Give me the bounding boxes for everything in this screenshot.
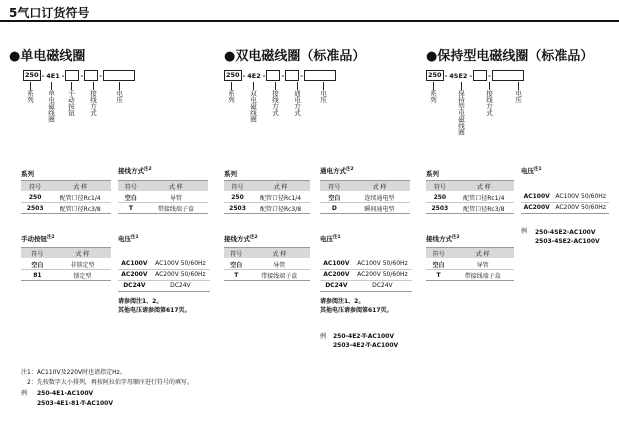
wiring-table: 符号 式 样 空白 导管 T 带接线端子盒 bbox=[118, 180, 208, 214]
code-prefix-box: 250 bbox=[226, 71, 240, 79]
leader-line bbox=[297, 82, 298, 90]
voltage-table: AC100V AC100V 50/60Hz AC200V AC200V 50/60Hz bbox=[521, 191, 609, 214]
vlabel: 单电磁线圈 bbox=[47, 90, 55, 123]
leader-line bbox=[51, 82, 52, 90]
vlabel: 接线方式 bbox=[485, 90, 493, 116]
code-empty-box bbox=[473, 70, 487, 81]
code-single: 250 - 4E1 - - - bbox=[23, 70, 135, 81]
note-line: 请参阅注1、2。 bbox=[320, 298, 365, 305]
table-title: 接线方式$^{注2}$ bbox=[426, 235, 460, 243]
example-label: 例 bbox=[521, 228, 528, 235]
vlabel: 接线方式 bbox=[89, 90, 97, 116]
series-table: 符号 式 样 250 配管口径Rc1/4 2503 配管口径Rc3/8 bbox=[224, 180, 310, 214]
code-model: 4E1 bbox=[46, 71, 60, 80]
code-model: 4E2 bbox=[247, 71, 261, 80]
note-line: 其他电压请参阅第617页。 bbox=[320, 307, 393, 314]
vlabel: 双电磁线圈 bbox=[249, 90, 257, 123]
leader-line bbox=[119, 82, 120, 90]
footer-note-1: 注1：AC110V及220V时也请指定Hz。 bbox=[21, 369, 126, 376]
note-line: 其他电压请参阅第617页。 bbox=[118, 307, 191, 314]
leader-line bbox=[30, 82, 31, 90]
table-title: 接线方式$^{注2}$ bbox=[224, 235, 258, 243]
table-title: 系列 bbox=[426, 170, 439, 178]
wiring-table: 符号 式 样 空白 导管 T 带接线端子盒 bbox=[426, 247, 514, 281]
code-empty-box bbox=[304, 70, 336, 81]
panel-double-title: ●双电磁线圈（标准品） bbox=[224, 49, 366, 64]
code-latching: 250 - 4SE2 - - bbox=[426, 70, 524, 81]
vlabel: 系列 bbox=[429, 90, 437, 103]
code-empty-box bbox=[285, 70, 299, 81]
leader-line bbox=[275, 82, 276, 90]
panel-single-title: ●单电磁线圈 bbox=[9, 49, 86, 64]
example-code: 250-4SE2-AC100V bbox=[535, 229, 596, 236]
note-line: 请参阅注1、2。 bbox=[118, 298, 163, 305]
example-label: 例 bbox=[320, 333, 327, 340]
panel-latching-title: ●保持型电磁线圈（标准品） bbox=[426, 49, 594, 64]
energize-table: 符号 式 样 空白 连续通电型 D 瞬间通电型 bbox=[320, 180, 410, 214]
section-title: 5气口订货符号 bbox=[9, 6, 90, 20]
wiring-table: 符号 式 样 空白 导管 T 带接线端子盒 bbox=[224, 247, 310, 281]
table-title: 系列 bbox=[21, 170, 34, 178]
leader-line bbox=[461, 82, 462, 90]
code-empty-box bbox=[266, 70, 280, 81]
example-code: 2503-4SE2-AC100V bbox=[535, 238, 600, 245]
example-code: 250-4E1-AC100V bbox=[37, 390, 94, 397]
leader-line bbox=[489, 82, 490, 90]
manual-button-table: 符号 式 样 空白 非锁定型 81 锁定型 bbox=[21, 247, 111, 281]
table-title: 电压$^{注1}$ bbox=[320, 235, 341, 243]
series-table: 符号 式 样 250 配管口径Rc1/4 2503 配管口径Rc3/8 bbox=[21, 180, 111, 214]
table-title: 通电方式$^{注2}$ bbox=[320, 167, 354, 175]
leader-line bbox=[323, 82, 324, 90]
table-title: 手动按钮$^{注2}$ bbox=[21, 235, 55, 243]
voltage-table: AC100V AC100V 50/60Hz AC200V AC200V 50/60Hz DC24V DC24V bbox=[118, 258, 210, 292]
code-empty-box bbox=[492, 70, 524, 81]
leader-line bbox=[71, 82, 72, 90]
header-rule bbox=[0, 20, 619, 22]
code-empty-box bbox=[84, 70, 98, 81]
code-empty-box bbox=[103, 70, 135, 81]
code-prefix-box: 250 bbox=[25, 71, 39, 79]
code-double: 250 - 4E2 - - - bbox=[224, 70, 336, 81]
leader-line bbox=[253, 82, 254, 90]
leader-line bbox=[433, 82, 434, 90]
vlabel: 接线方式 bbox=[271, 90, 279, 116]
vlabel: 保持型电磁线圈 bbox=[457, 90, 465, 136]
example-code: 2503-4E1-81-T-AC100V bbox=[37, 400, 114, 407]
code-model: 4SE2 bbox=[449, 71, 468, 80]
voltage-table: AC100V AC100V 50/60Hz AC200V AC200V 50/60Hz DC24V DC24V bbox=[320, 258, 412, 292]
table-title: 电压$^{注1}$ bbox=[521, 167, 542, 175]
footer-note-2: 2：先按数字大小排列，再按阿拉伯字母顺序进行符号的填写。 bbox=[27, 379, 193, 386]
code-prefix-box: 250 bbox=[428, 71, 442, 79]
vlabel: 通电方式 bbox=[293, 90, 301, 116]
vlabel: 电压 bbox=[319, 90, 327, 103]
vlabel: 系列 bbox=[26, 90, 34, 103]
example-label: 例 bbox=[21, 390, 28, 397]
example-code: 2503-4E2-T-AC100V bbox=[333, 342, 399, 349]
table-title: 电压$^{注1}$ bbox=[118, 235, 139, 243]
leader-line bbox=[518, 82, 519, 90]
vlabel: 电压 bbox=[514, 90, 522, 103]
vlabel: 系列 bbox=[227, 90, 235, 103]
vlabel: 电压 bbox=[115, 90, 123, 103]
vlabel: 手动按钮 bbox=[67, 90, 75, 116]
leader-line bbox=[231, 82, 232, 90]
series-table: 符号 式 样 250 配管口径Rc1/4 2503 配管口径Rc3/8 bbox=[426, 180, 514, 214]
table-title: 系列 bbox=[224, 170, 237, 178]
table-title: 接线方式$^{注2}$ bbox=[118, 167, 152, 175]
example-code: 250-4E2-T-AC100V bbox=[333, 333, 394, 340]
code-empty-box bbox=[65, 70, 79, 81]
leader-line bbox=[93, 82, 94, 90]
